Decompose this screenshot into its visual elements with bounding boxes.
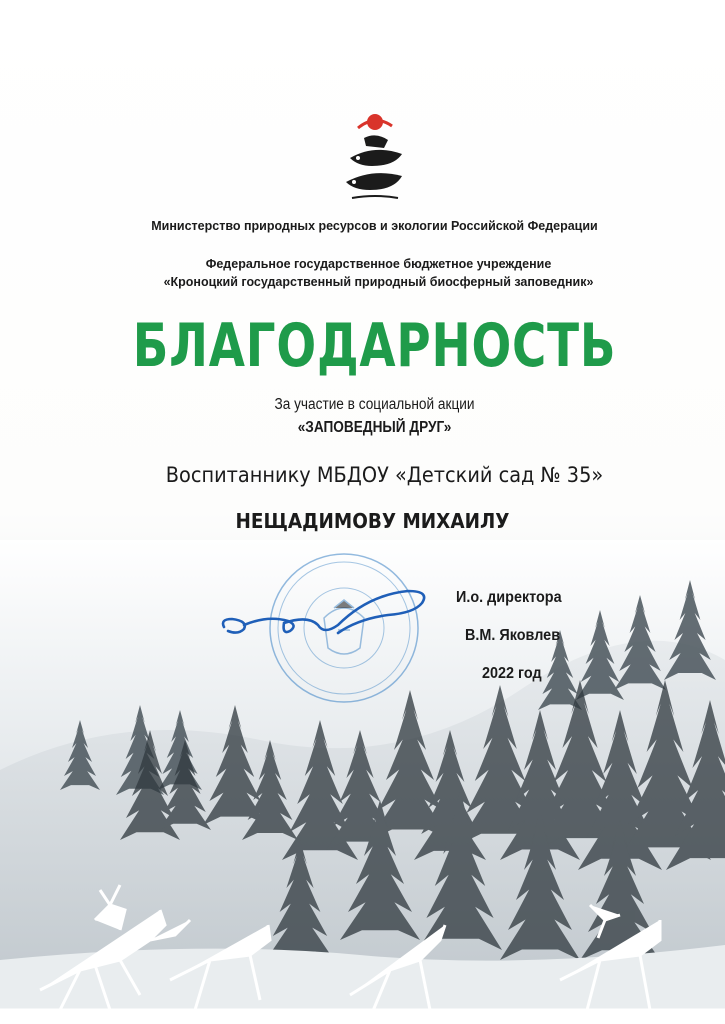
institution-line-2: «Кроноцкий государственный природный биосферный заповедник» [163,275,594,289]
recipient-name: НЕЩАДИМОВУ МИХАИЛУ [235,509,510,533]
reason-text: За участие в социальной акции [274,396,475,413]
action-name: «ЗАПОВЕДНЫЙ ДРУГ» [297,419,452,436]
handwritten-signature [218,585,438,645]
certificate-title: БЛАГОДАРНОСТЬ [132,311,617,381]
signatory-role: И.о. директора [456,589,562,606]
ministry-heading: Министерство природных ресурсов и экологии Российской Федерации [151,219,598,233]
certificate-year: 2022 год [482,665,542,682]
institution-line-1: Федеральное государственное бюджетное учреждение [205,257,552,271]
recipient-line: Воспитаннику МБДОУ «Детский сад № 35» [165,463,604,487]
reserve-emblem-icon [336,108,414,206]
signatory-name: В.М. Яковлев [465,627,561,644]
